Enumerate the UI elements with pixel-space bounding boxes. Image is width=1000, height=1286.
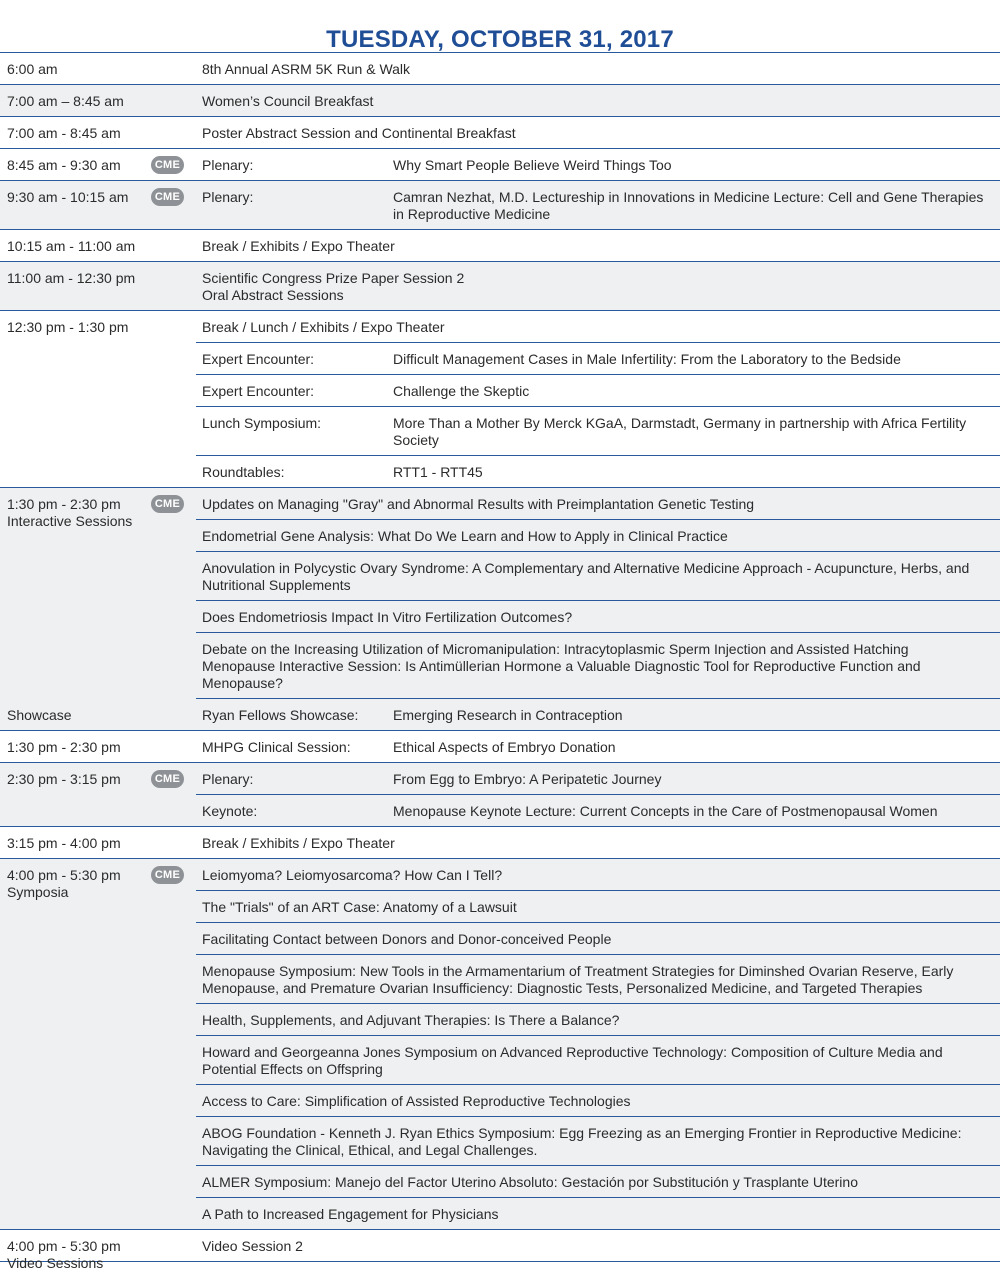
time-cell (0, 311, 196, 487)
session-row (196, 698, 1000, 730)
time-cell (0, 827, 196, 858)
session-time: 4:00 pm - 5:30 pm Video Sessions (7, 1238, 121, 1271)
schedule-block (0, 859, 1000, 1230)
session-title: More Than a Mother By Merck KGaA, Darmstadt, Germany in partnership with Africa Fertility Society (393, 415, 967, 448)
sessions-cell (196, 85, 1000, 116)
session-title: Howard and Georgeanna Jones Symposium on Advanced Reproductive Technology: Composition of Culture Media and Potential Effects on Offspring (202, 1044, 943, 1077)
session-time: 1:30 pm - 2:30 pm (7, 739, 121, 755)
session-row (196, 922, 1000, 954)
time-cell (0, 230, 196, 261)
session-row (196, 632, 1000, 698)
session-row (196, 53, 1000, 84)
session-type: Plenary: (202, 189, 254, 205)
schedule-block (0, 230, 1000, 262)
session-row (196, 455, 1000, 487)
session-row (196, 230, 1000, 261)
schedule-block (0, 488, 1000, 731)
session-type: Expert Encounter: (202, 383, 315, 399)
session-type: Plenary: (202, 771, 254, 787)
sessions-cell (196, 488, 1000, 730)
time-cell (0, 53, 196, 84)
session-title: ABOG Foundation - Kenneth J. Ryan Ethics Symposium: Egg Freezing as an Emerging Frontier in Reproductive Medicine: Navigating the Clinical, Ethical, and Legal Challenges. (202, 1125, 962, 1158)
session-title: Why Smart People Believe Weird Things Too (393, 157, 672, 173)
schedule-block (0, 311, 1000, 488)
session-row (196, 1003, 1000, 1035)
session-time: 3:15 pm - 4:00 pm (7, 835, 121, 851)
session-row (196, 374, 1000, 406)
session-row (196, 859, 1000, 890)
time-cell (0, 262, 196, 310)
session-row (196, 890, 1000, 922)
schedule-block (0, 85, 1000, 117)
session-row (196, 1230, 1000, 1261)
session-title: Emerging Research in Contraception (393, 707, 623, 723)
time-cell (0, 117, 196, 148)
session-title: Anovulation in Polycystic Ovary Syndrome: A Complementary and Alternative Medicine Approach - Acupuncture, Herbs, and Nutritional Supplements (202, 560, 970, 593)
schedule-block (0, 262, 1000, 311)
sessions-cell (196, 311, 1000, 487)
session-title: Does Endometriosis Impact In Vitro Fertilization Outcomes? (202, 609, 573, 625)
cme-badge: CME (151, 866, 184, 884)
session-title: Camran Nezhat, M.D. Lectureship in Innovations in Medicine Lecture: Cell and Gene Therapies in Reproductive Medicine (393, 189, 984, 222)
session-time: 8:45 am - 9:30 am (7, 157, 121, 173)
session-type: Expert Encounter: (202, 351, 315, 367)
session-title: Facilitating Contact between Donors and Donor-conceived People (202, 931, 612, 947)
session-category-label: Showcase (7, 707, 72, 723)
session-time: 7:00 am - 8:45 am (7, 125, 121, 141)
session-title: Endometrial Gene Analysis: What Do We Learn and How to Apply in Clinical Practice (202, 528, 728, 544)
session-row (196, 311, 1000, 342)
sessions-cell (196, 1230, 1000, 1261)
cme-badge: CME (151, 188, 184, 206)
session-title: Challenge the Skeptic (393, 383, 530, 399)
sessions-cell (196, 859, 1000, 1229)
session-row (196, 342, 1000, 374)
time-cell (0, 763, 196, 826)
session-row (196, 731, 1000, 762)
session-title: Video Session 2 (202, 1238, 303, 1254)
session-type: Ryan Fellows Showcase: (202, 707, 359, 723)
page-title: TUESDAY, OCTOBER 31, 2017 (326, 26, 674, 53)
cme-badge: CME (151, 495, 184, 513)
session-title: Updates on Managing "Gray" and Abnormal Results with Preimplantation Genetic Testing (202, 496, 755, 512)
session-row (196, 1165, 1000, 1197)
session-title: Women’s Council Breakfast (202, 93, 374, 109)
schedule-table (0, 52, 1000, 1271)
session-title: Access to Care: Simplification of Assisted Reproductive Technologies (202, 1093, 631, 1109)
session-time: 6:00 am (7, 61, 58, 77)
sessions-cell (196, 763, 1000, 826)
schedule-block (0, 763, 1000, 827)
session-title: Leiomyoma? Leiomyosarcoma? How Can I Tell? (202, 867, 503, 883)
session-row (196, 488, 1000, 519)
time-cell (0, 85, 196, 116)
session-title: RTT1 - RTT45 (393, 464, 483, 480)
session-row (196, 1035, 1000, 1084)
time-cell (0, 181, 196, 229)
time-cell (0, 731, 196, 762)
schedule-block (0, 117, 1000, 149)
session-title: Break / Exhibits / Expo Theater (202, 835, 395, 851)
session-type: Lunch Symposium: (202, 415, 322, 431)
sessions-cell (196, 827, 1000, 858)
session-time: 9:30 am - 10:15 am (7, 189, 129, 205)
session-row (196, 117, 1000, 148)
session-row (196, 149, 1000, 180)
session-title: Health, Supplements, and Adjuvant Therapies: Is There a Balance? (202, 1012, 620, 1028)
session-title: Poster Abstract Session and Continental Breakfast (202, 125, 516, 141)
session-row (196, 763, 1000, 794)
session-title: ALMER Symposium: Manejo del Factor Uterino Absoluto: Gestación por Substitución y Trasplante Uterino (202, 1174, 858, 1190)
schedule-block (0, 1230, 1000, 1271)
session-row (196, 954, 1000, 1003)
schedule-block (0, 149, 1000, 181)
session-row (196, 519, 1000, 551)
time-cell (0, 1230, 196, 1271)
session-row (196, 827, 1000, 858)
sessions-cell (196, 262, 1000, 310)
sessions-cell (196, 53, 1000, 84)
session-type: Plenary: (202, 157, 254, 173)
session-row (196, 1116, 1000, 1165)
session-title: Debate on the Increasing Utilization of Micromanipulation: Intracytoplasmic Sperm Injection and Assisted Hatching Menopause Interactive Session: Is Antimüllerian Hormone a Valuable Diagnostic Tool for Reproductive Function and Menopause? (202, 641, 921, 691)
session-title: Break / Exhibits / Expo Theater (202, 238, 395, 254)
session-time: 11:00 am - 12:30 pm (7, 270, 136, 286)
session-time: 4:00 pm - 5:30 pm Symposia (7, 867, 121, 900)
schedule-block (0, 731, 1000, 763)
time-cell (0, 149, 196, 180)
session-time: 12:30 pm - 1:30 pm (7, 319, 129, 335)
session-type: Keynote: (202, 803, 258, 819)
session-type: Roundtables: (202, 464, 285, 480)
session-row (196, 551, 1000, 600)
session-title: Menopause Keynote Lecture: Current Concepts in the Care of Postmenopausal Women (393, 803, 938, 819)
time-cell (0, 859, 196, 1229)
cme-badge: CME (151, 770, 184, 788)
session-row (196, 1084, 1000, 1116)
session-time: 7:00 am – 8:45 am (7, 93, 124, 109)
session-row (196, 1197, 1000, 1229)
session-row (196, 181, 1000, 229)
session-title: Scientific Congress Prize Paper Session 2 Oral Abstract Sessions (202, 270, 465, 303)
session-time: 2:30 pm - 3:15 pm (7, 771, 121, 787)
session-title: The "Trials" of an ART Case: Anatomy of a Lawsuit (202, 899, 517, 915)
sessions-cell (196, 731, 1000, 762)
session-title: Ethical Aspects of Embryo Donation (393, 739, 616, 755)
session-row (196, 794, 1000, 826)
session-row (196, 85, 1000, 116)
session-time: 1:30 pm - 2:30 pm Interactive Sessions (7, 496, 133, 529)
session-title: 8th Annual ASRM 5K Run & Walk (202, 61, 411, 77)
session-title: Break / Lunch / Exhibits / Expo Theater (202, 319, 445, 335)
session-title: Difficult Management Cases in Male Infertility: From the Laboratory to the Bedside (393, 351, 901, 367)
session-row (196, 406, 1000, 455)
cme-badge: CME (151, 156, 184, 174)
session-row (196, 262, 1000, 310)
sessions-cell (196, 181, 1000, 229)
session-title: From Egg to Embryo: A Peripatetic Journey (393, 771, 662, 787)
sessions-cell (196, 230, 1000, 261)
time-cell (0, 488, 196, 730)
session-time: 10:15 am - 11:00 am (7, 238, 136, 254)
schedule-block (0, 181, 1000, 230)
session-row (196, 600, 1000, 632)
sessions-cell (196, 117, 1000, 148)
session-title: A Path to Increased Engagement for Physicians (202, 1206, 499, 1222)
sessions-cell (196, 149, 1000, 180)
session-type: MHPG Clinical Session: (202, 739, 351, 755)
schedule-block (0, 827, 1000, 859)
session-title: Menopause Symposium: New Tools in the Armamentarium of Treatment Strategies for Diminshed Ovarian Reserve, Early Menopause, and Premature Ovarian Insufficiency: Diagnostic Tests, Personalized Medicine, and Targeted Therapies (202, 963, 954, 996)
schedule-block (0, 53, 1000, 85)
